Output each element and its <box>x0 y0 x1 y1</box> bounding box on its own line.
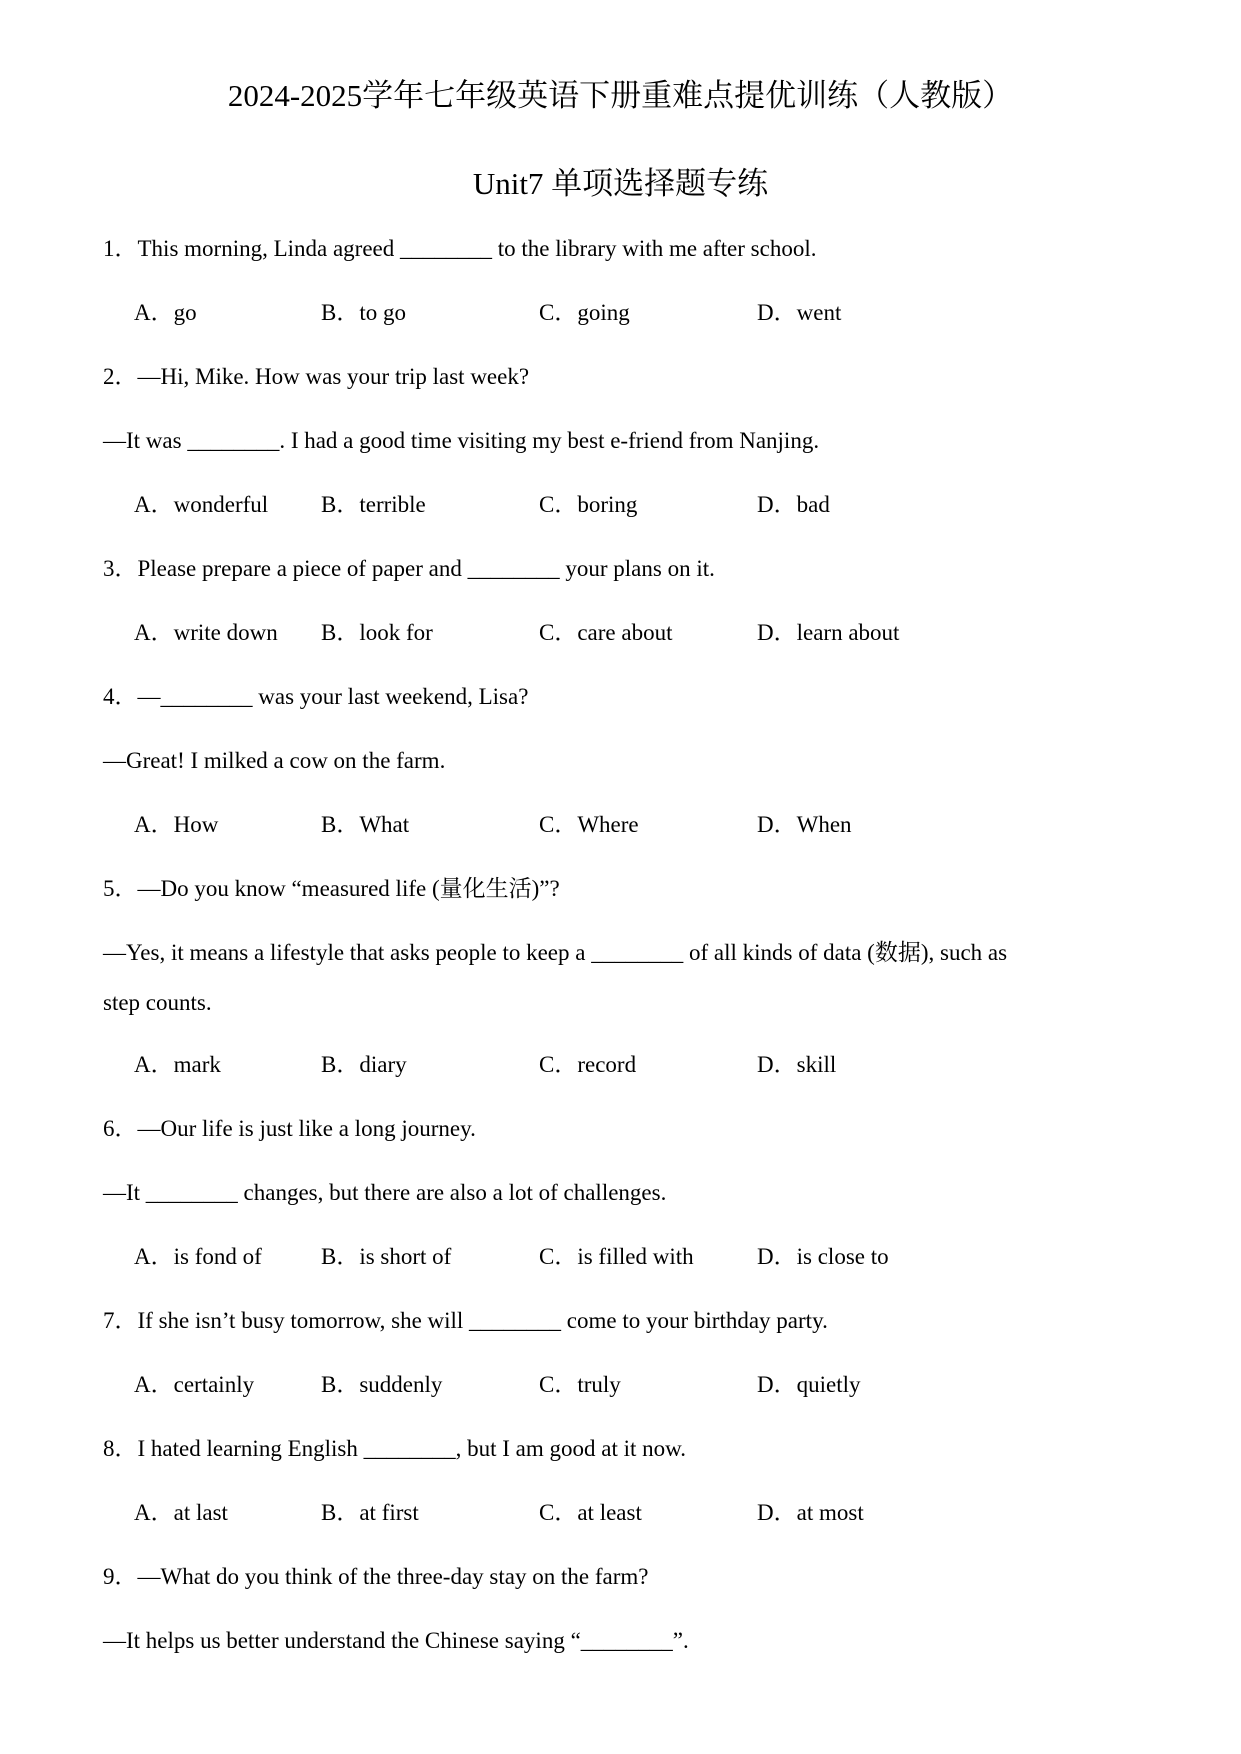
option-text: went <box>796 300 842 325</box>
option-letter: D． <box>757 620 797 645</box>
option-text: to go <box>359 300 406 325</box>
option-letter: D． <box>757 1052 797 1077</box>
option-letter: B． <box>321 492 360 517</box>
question-6-reply: —It ________ changes, but there are also a lot of challenges. <box>103 1180 667 1205</box>
question-1-option-b[interactable] <box>321 298 406 328</box>
question-2-option-a[interactable] <box>134 490 268 520</box>
question-7-option-b[interactable] <box>321 1370 442 1400</box>
option-letter: C． <box>539 1244 578 1269</box>
question-3-option-a[interactable] <box>134 618 278 648</box>
option-text: truly <box>577 1372 621 1397</box>
option-letter: B． <box>321 812 360 837</box>
question-5-stem: 5．—Do you know “measured life (量化生活)”? <box>103 876 560 901</box>
question-2-option-d[interactable] <box>757 490 830 520</box>
option-letter: A． <box>134 812 174 837</box>
question-8-stem: 8．I hated learning English ________, but I am good at it now. <box>103 1436 686 1461</box>
option-letter: A． <box>134 300 174 325</box>
question-5-option-d[interactable] <box>757 1050 836 1080</box>
question-7-stem: 7．If she isn’t busy tomorrow, she will ________ come to your birthday party. <box>103 1308 828 1333</box>
option-text: learn about <box>796 620 900 645</box>
question-3-option-c[interactable] <box>539 618 672 648</box>
option-letter: C． <box>539 812 578 837</box>
question-6-option-d[interactable] <box>757 1242 889 1272</box>
option-text: Where <box>577 812 639 837</box>
option-letter: C． <box>539 1052 578 1077</box>
option-letter: D． <box>757 1500 797 1525</box>
question-8-option-d[interactable] <box>757 1498 864 1528</box>
question-8-option-b[interactable] <box>321 1498 419 1528</box>
question-4-option-c[interactable] <box>539 810 639 840</box>
question-6-option-a[interactable] <box>134 1242 262 1272</box>
option-text: look for <box>359 620 433 645</box>
option-text: What <box>359 812 410 837</box>
option-text: diary <box>359 1052 407 1077</box>
option-letter: C． <box>539 620 578 645</box>
option-text: When <box>796 812 852 837</box>
option-letter: C． <box>539 300 578 325</box>
question-7-option-d[interactable] <box>757 1370 861 1400</box>
option-text: certainly <box>173 1372 255 1397</box>
option-letter: C． <box>539 1500 578 1525</box>
question-3-option-b[interactable] <box>321 618 433 648</box>
question-5-option-c[interactable] <box>539 1050 636 1080</box>
option-text: How <box>173 812 219 837</box>
question-6-option-c[interactable] <box>539 1242 694 1272</box>
question-7-option-a[interactable] <box>134 1370 254 1400</box>
question-9-reply: —It helps us better understand the Chinese saying “________”. <box>103 1628 689 1653</box>
option-letter: A． <box>134 1372 174 1397</box>
question-4-option-d[interactable] <box>757 810 852 840</box>
option-text: go <box>173 300 197 325</box>
option-letter: A． <box>134 1500 174 1525</box>
question-5-option-a[interactable] <box>134 1050 221 1080</box>
option-text: going <box>577 300 630 325</box>
question-2-option-c[interactable] <box>539 490 637 520</box>
document-title: 2024-2025学年七年级英语下册重难点提优训练（人教版） <box>227 78 1014 113</box>
question-5-reply-continued: step counts. <box>103 990 212 1015</box>
option-text: record <box>577 1052 637 1077</box>
question-5-option-b[interactable] <box>321 1050 407 1080</box>
question-2-reply: —It was ________. I had a good time visiting my best e-friend from Nanjing. <box>103 428 820 453</box>
option-text: is close to <box>796 1244 889 1269</box>
option-letter: A． <box>134 492 174 517</box>
question-4-option-b[interactable] <box>321 810 409 840</box>
question-4-option-a[interactable] <box>134 810 218 840</box>
option-text: boring <box>577 492 638 517</box>
option-text: at least <box>577 1500 642 1525</box>
option-letter: B． <box>321 1500 360 1525</box>
question-8-option-a[interactable] <box>134 1498 228 1528</box>
question-9-stem: 9．—What do you think of the three-day stay on the farm? <box>103 1564 649 1589</box>
option-letter: B． <box>321 1372 360 1397</box>
option-letter: C． <box>539 492 578 517</box>
option-letter: A． <box>134 1244 174 1269</box>
option-text: is fond of <box>173 1244 262 1269</box>
question-2-stem: 2．—Hi, Mike. How was your trip last week? <box>103 364 530 389</box>
option-letter: B． <box>321 1052 360 1077</box>
option-letter: D． <box>757 812 797 837</box>
option-letter: D． <box>757 300 797 325</box>
question-8-option-c[interactable] <box>539 1498 642 1528</box>
option-text: skill <box>796 1052 837 1077</box>
question-1-option-c[interactable] <box>539 298 630 328</box>
question-6-option-b[interactable] <box>321 1242 451 1272</box>
question-1-stem: 1．This morning, Linda agreed ________ to the library with me after school. <box>103 236 817 261</box>
option-text: wonderful <box>173 492 269 517</box>
question-3-option-d[interactable] <box>757 618 899 648</box>
option-letter: B． <box>321 620 360 645</box>
option-letter: D． <box>757 1372 797 1397</box>
question-3-stem: 3．Please prepare a piece of paper and ________ your plans on it. <box>103 556 715 581</box>
option-letter: B． <box>321 1244 360 1269</box>
question-4-stem: 4．—________ was your last weekend, Lisa? <box>103 684 529 709</box>
option-text: at first <box>359 1500 419 1525</box>
option-letter: A． <box>134 620 174 645</box>
option-text: suddenly <box>359 1372 443 1397</box>
question-5-reply: —Yes, it means a lifestyle that asks people to keep a ________ of all kinds of data (数据), such as <box>103 940 1008 965</box>
option-letter: D． <box>757 492 797 517</box>
option-text: mark <box>173 1052 221 1077</box>
option-text: at most <box>796 1500 864 1525</box>
option-text: at last <box>173 1500 228 1525</box>
question-7-option-c[interactable] <box>539 1370 621 1400</box>
option-letter: D． <box>757 1244 797 1269</box>
question-1-option-a[interactable] <box>134 298 197 328</box>
option-text: is filled with <box>577 1244 694 1269</box>
document-subtitle: Unit7 单项选择题专练 <box>472 166 769 201</box>
option-text: is short of <box>359 1244 452 1269</box>
option-text: bad <box>796 492 830 517</box>
option-text: care about <box>577 620 673 645</box>
option-letter: C． <box>539 1372 578 1397</box>
question-4-reply: —Great! I milked a cow on the farm. <box>103 748 446 773</box>
option-letter: B． <box>321 300 360 325</box>
question-1-option-d[interactable] <box>757 298 841 328</box>
option-letter: A． <box>134 1052 174 1077</box>
question-2-option-b[interactable] <box>321 490 426 520</box>
question-6-stem: 6．—Our life is just like a long journey. <box>103 1116 476 1141</box>
option-text: terrible <box>359 492 426 517</box>
option-text: write down <box>173 620 278 645</box>
option-text: quietly <box>796 1372 861 1397</box>
